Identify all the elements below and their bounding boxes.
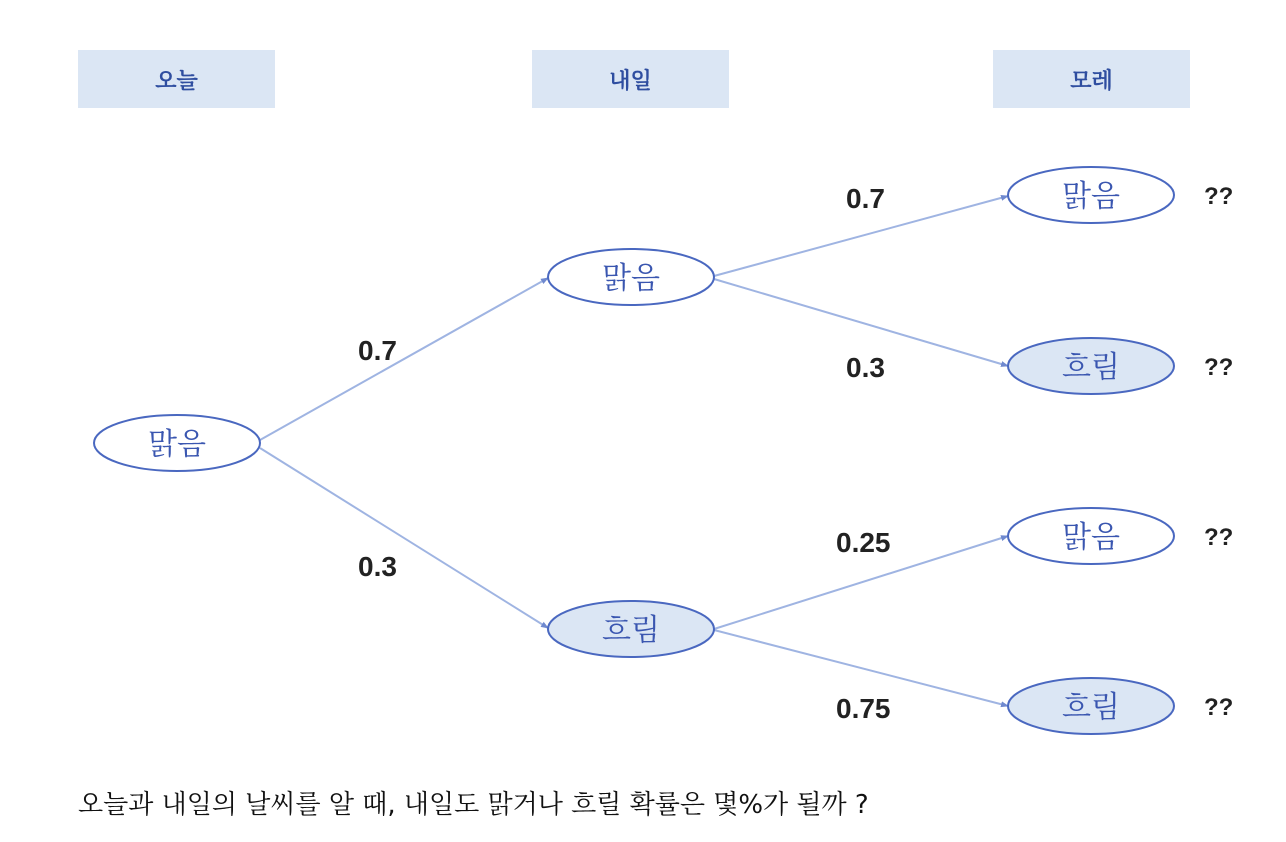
prob-root-to-sunny: 0.7 <box>358 335 397 366</box>
node-tomorrow-sunny-label: 맑음 <box>602 261 660 296</box>
node-day-after-2-label: 흐림 <box>1062 350 1120 385</box>
unknown-result-3: ?? <box>1204 524 1234 551</box>
header-today: 오늘 <box>78 50 275 108</box>
header-tomorrow: 내일 <box>532 50 729 108</box>
node-day-after-4-label: 흐림 <box>1062 690 1120 725</box>
prob-cloudy-to-cloudy: 0.75 <box>836 693 891 724</box>
prob-root-to-cloudy: 0.3 <box>358 551 397 582</box>
node-root-label: 맑음 <box>148 427 206 462</box>
prob-sunny-to-sunny: 0.7 <box>846 183 885 214</box>
node-day-after-1-label: 맑음 <box>1062 179 1120 214</box>
prob-cloudy-to-sunny: 0.25 <box>836 527 891 558</box>
unknown-result-4: ?? <box>1204 694 1234 721</box>
header-day-after: 모레 <box>993 50 1190 108</box>
node-tomorrow-cloudy-label: 흐림 <box>602 613 660 648</box>
edge-root-to-sunny <box>260 278 548 440</box>
unknown-result-2: ?? <box>1204 354 1234 381</box>
unknown-result-1: ?? <box>1204 183 1234 210</box>
edge-root-to-cloudy <box>260 448 548 628</box>
node-day-after-3-label: 맑음 <box>1062 520 1120 555</box>
question-text: 오늘과 내일의 날씨를 알 때, 내일도 맑거나 흐릴 확률은 몇%가 될까 ? <box>78 790 869 820</box>
prob-sunny-to-cloudy: 0.3 <box>846 352 885 383</box>
